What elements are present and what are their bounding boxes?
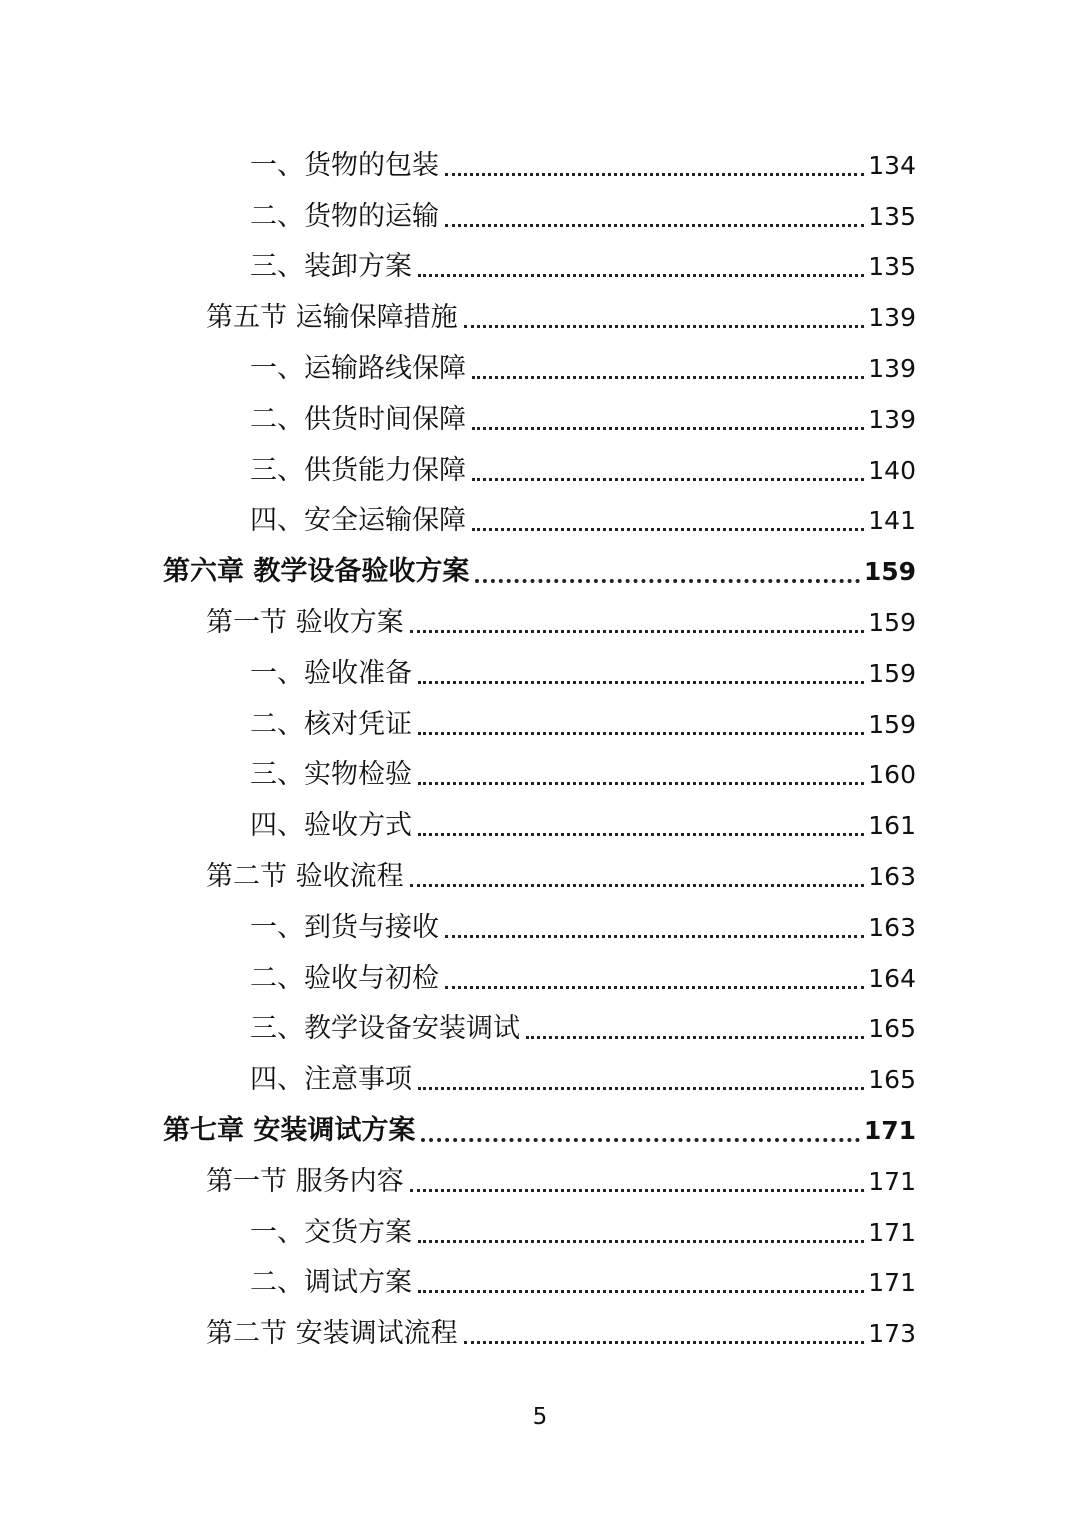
toc-entry-title: 一、交货方案	[250, 1216, 412, 1248]
toc-entry-page-number: 163	[868, 862, 916, 892]
toc-entry-page-number: 159	[863, 557, 916, 587]
toc-dot-leader	[472, 405, 864, 430]
toc-entry-page-number: 139	[868, 354, 916, 384]
toc-subsection-entry[interactable]	[0, 1258, 1080, 1309]
toc-entry-page-number: 140	[868, 455, 916, 485]
toc-section-entry[interactable]	[0, 1156, 1080, 1207]
toc-entry-title: 二、调试方案	[250, 1267, 412, 1299]
toc-entry-title: 一、运输路线保障	[250, 353, 466, 385]
toc-entry-page-number: 161	[868, 811, 916, 841]
toc-entry-page-number: 171	[868, 1268, 916, 1298]
toc-entry-page-number: 159	[868, 608, 916, 638]
toc-dot-leader	[472, 456, 864, 481]
toc-dot-leader	[410, 1167, 865, 1192]
toc-entry-title: 三、实物检验	[250, 759, 412, 791]
toc-entry-page-number: 139	[868, 404, 916, 434]
toc-subsection-entry[interactable]	[0, 902, 1080, 953]
toc-subsection-entry[interactable]	[0, 1207, 1080, 1258]
toc-subsection-entry[interactable]	[0, 191, 1080, 242]
toc-subsection-entry[interactable]	[0, 1004, 1080, 1055]
toc-dot-leader	[464, 1319, 865, 1344]
toc-entry-title: 三、教学设备安装调试	[250, 1013, 520, 1045]
toc-subsection-entry[interactable]	[0, 242, 1080, 293]
table-of-contents	[0, 140, 1080, 1359]
toc-entry-title: 一、验收准备	[250, 657, 412, 689]
toc-subsection-entry[interactable]	[0, 648, 1080, 699]
toc-dot-leader	[418, 811, 864, 836]
toc-subsection-entry[interactable]	[0, 953, 1080, 1004]
toc-entry-title: 三、装卸方案	[250, 251, 412, 283]
page-number: 5	[532, 1404, 548, 1430]
toc-entry-page-number: 163	[868, 912, 916, 942]
toc-dot-leader	[445, 964, 864, 989]
toc-entry-page-number: 159	[868, 658, 916, 688]
toc-entry-page-number: 160	[868, 760, 916, 790]
toc-dot-leader	[410, 608, 865, 633]
toc-entry-page-number: 135	[868, 201, 916, 231]
toc-entry-page-number: 171	[868, 1166, 916, 1196]
toc-subsection-entry[interactable]	[0, 394, 1080, 445]
toc-dot-leader	[526, 1014, 864, 1039]
toc-entry-title: 四、验收方式	[250, 810, 412, 842]
toc-subsection-entry[interactable]	[0, 496, 1080, 547]
toc-dot-leader	[418, 1218, 864, 1243]
toc-subsection-entry[interactable]	[0, 445, 1080, 496]
toc-entry-page-number: 134	[868, 150, 916, 180]
toc-subsection-entry[interactable]	[0, 699, 1080, 750]
toc-dot-leader	[418, 710, 864, 735]
toc-dot-leader	[445, 202, 864, 227]
toc-entry-title: 四、安全运输保障	[250, 505, 466, 537]
toc-dot-leader	[418, 760, 864, 785]
toc-dot-leader	[472, 354, 864, 379]
toc-subsection-entry[interactable]	[0, 343, 1080, 394]
toc-entry-page-number: 173	[868, 1319, 916, 1349]
toc-entry-title: 二、验收与初检	[250, 962, 439, 994]
toc-entry-title: 一、到货与接收	[250, 911, 439, 943]
toc-entry-title: 三、供货能力保障	[250, 454, 466, 486]
toc-entry-title: 二、供货时间保障	[250, 403, 466, 435]
toc-entry-page-number: 171	[868, 1217, 916, 1247]
toc-dot-leader	[418, 1268, 864, 1293]
toc-entry-title: 第六章 教学设备验收方案	[163, 556, 470, 588]
toc-dot-leader	[445, 913, 864, 938]
toc-dot-leader	[418, 252, 864, 277]
toc-subsection-entry[interactable]	[0, 1054, 1080, 1105]
toc-dot-leader	[418, 1065, 864, 1090]
toc-dot-leader	[410, 862, 865, 887]
toc-subsection-entry[interactable]	[0, 140, 1080, 191]
toc-entry-page-number: 139	[868, 303, 916, 333]
toc-entry-title: 第二节 验收流程	[206, 861, 404, 893]
toc-section-entry[interactable]	[0, 292, 1080, 343]
toc-subsection-entry[interactable]	[0, 800, 1080, 851]
toc-entry-page-number: 141	[868, 506, 916, 536]
toc-entry-title: 第五节 运输保障措施	[206, 302, 458, 334]
toc-entry-title: 二、核对凭证	[250, 708, 412, 740]
toc-entry-title: 一、货物的包装	[250, 149, 439, 181]
toc-entry-title: 四、注意事项	[250, 1064, 412, 1096]
toc-section-entry[interactable]	[0, 1308, 1080, 1359]
toc-dot-leader	[418, 659, 864, 684]
toc-dot-leader	[464, 303, 865, 328]
toc-entry-title: 二、货物的运输	[250, 200, 439, 232]
toc-chapter-entry[interactable]	[0, 1105, 1080, 1156]
toc-entry-page-number: 135	[868, 252, 916, 282]
toc-entry-page-number: 159	[868, 709, 916, 739]
toc-chapter-entry[interactable]	[0, 546, 1080, 597]
toc-entry-title: 第一节 验收方案	[206, 607, 404, 639]
toc-entry-title: 第一节 服务内容	[206, 1165, 404, 1197]
toc-dot-leader	[472, 506, 864, 531]
toc-dot-leader	[475, 557, 859, 583]
toc-entry-page-number: 171	[863, 1116, 916, 1146]
toc-entry-page-number: 165	[868, 1014, 916, 1044]
toc-entry-page-number: 164	[868, 963, 916, 993]
toc-entry-title: 第二节 安装调试流程	[206, 1318, 458, 1350]
toc-dot-leader	[421, 1116, 859, 1142]
toc-section-entry[interactable]	[0, 597, 1080, 648]
toc-section-entry[interactable]	[0, 851, 1080, 902]
toc-dot-leader	[445, 151, 864, 176]
toc-subsection-entry[interactable]	[0, 750, 1080, 801]
toc-entry-page-number: 165	[868, 1065, 916, 1095]
toc-entry-title: 第七章 安装调试方案	[163, 1115, 416, 1147]
